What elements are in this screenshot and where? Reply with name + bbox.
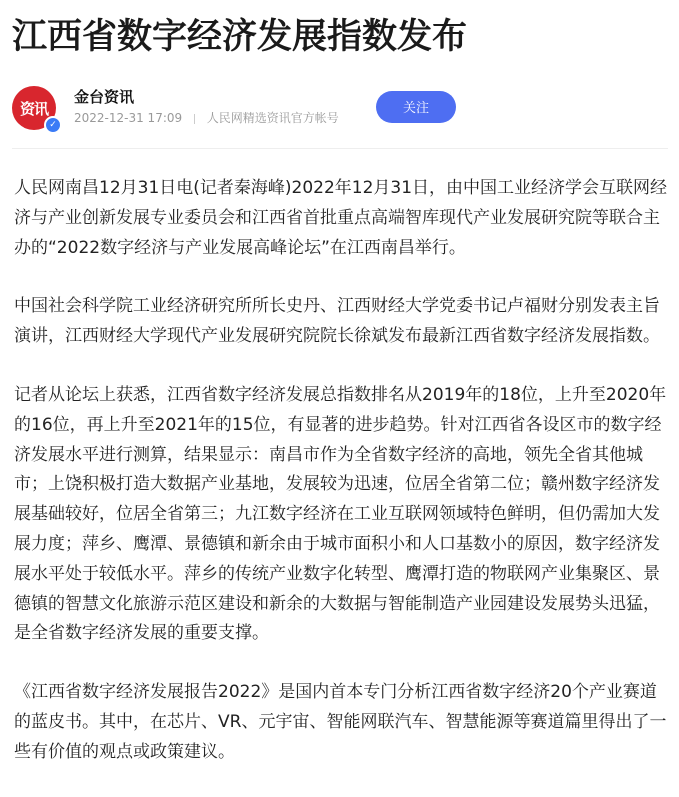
author-bar: [12, 82, 668, 132]
author-meta: [74, 108, 339, 128]
author-description: 人民网精选资讯官方帐号: [206, 111, 339, 125]
header-divider: [12, 148, 668, 149]
author-avatar[interactable]: 资讯: [12, 86, 56, 130]
article-paragraph: 人民网南昌12月31日电(记者秦海峰)2022年12月31日，由中国工业经济学会互联网经济与产业创新发展专业委员会和江西省首批重点高端智库现代产业发展研究院等联合主办的“2022数字经济与产业发展高峰论坛”在江西南昌举行。: [14, 178, 668, 258]
article-paragraph: 中国社会科学院工业经济研究所所长史丹、江西财经大学党委书记卢福财分别发表主旨演讲，江西财经大学现代产业发展研究院院长徐斌发布最新江西省数字经济发展指数。: [14, 296, 660, 347]
author-name[interactable]: 金台资讯: [74, 88, 135, 106]
article-paragraph: 记者从论坛上获悉，江西省数字经济发展总指数排名从2019年的18位，上升至2020年的16位，再上升至2021年的15位，有显著的进步趋势。针对江西省各设区市的数字经济发展水平进行测算，结果显示：南昌市作为全省数字经济的高地，领先全省其他城市；上饶积极打造大数据产业基地，发展较为迅速，位居全省第二位；赣州数字经济发展基础较好，位居全省第三；九江数字经济在工业互联网领域特色鲜明，但仍需加大发展力度；萍乡、鹰潭、景德镇和新余由于城市面积小和人口基数小的原因，数字经济发展水平处于较低水平。萍乡的传统产业数字化转型、鹰潭打造的物联网产业集聚区、景德镇的智慧文化旅游示范区建设和新余的大数据与智能制造产业园建设发展势头迅猛，是全省数字经济发展的重要支撑。: [14, 384, 667, 644]
article-body: [14, 174, 670, 797]
follow-button[interactable]: 关注: [376, 91, 456, 123]
check-icon: ✓: [44, 116, 62, 134]
article-paragraph: 《江西省数字经济发展报告2022》是国内首本专门分析江西省数字经济20个产业赛道的蓝皮书。其中，在芯片、VR、元宇宙、智能网联汽车、智慧能源等赛道篇里得出了一些有价值的观点或政策建议。: [14, 682, 667, 762]
publish-date: 2022-12-31 17:09: [74, 111, 183, 125]
meta-divider: [194, 114, 195, 124]
article-title: 江西省数字经济发展指数发布: [12, 17, 468, 57]
